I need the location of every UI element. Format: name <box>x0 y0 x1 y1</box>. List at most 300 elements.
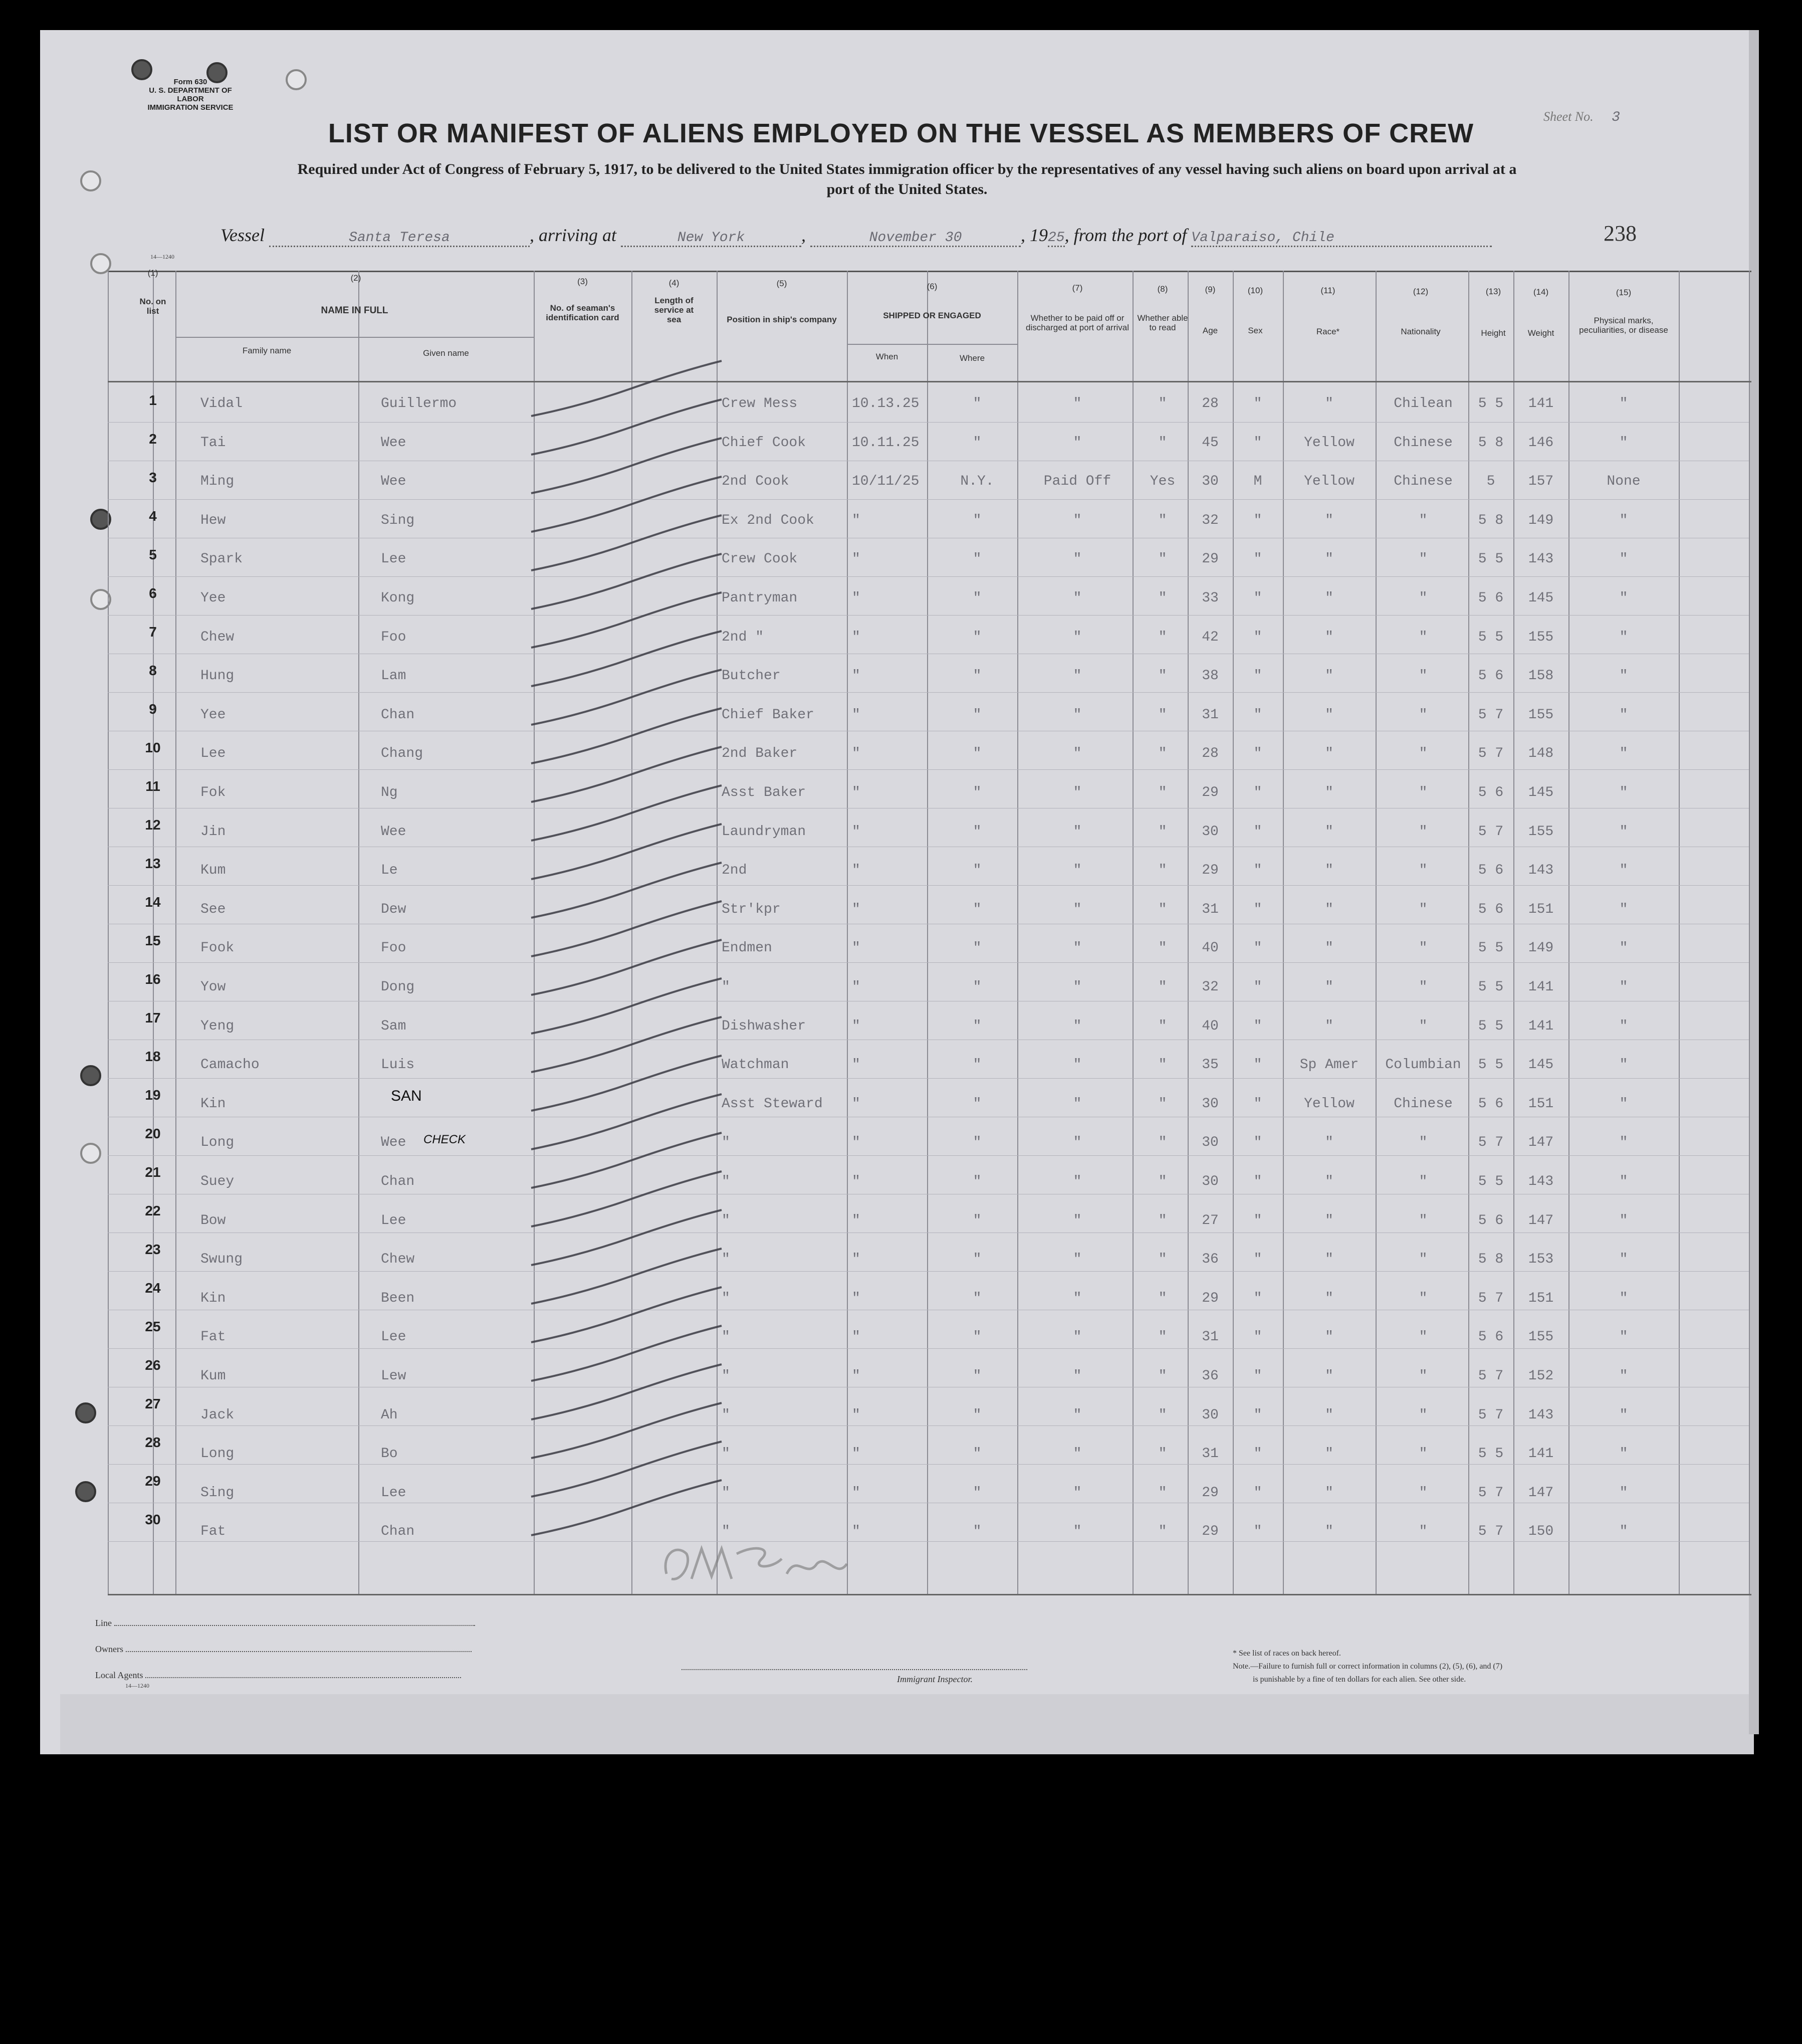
cell-given: Been <box>381 1291 415 1306</box>
cell-height: 5 6 <box>1478 863 1504 878</box>
cell-read: " <box>1158 1329 1167 1345</box>
cell-position: Dishwasher <box>722 1018 806 1034</box>
cell-weight: 147 <box>1528 1135 1554 1150</box>
cell-read: " <box>1158 1135 1167 1150</box>
cell-paid: " <box>1073 1329 1082 1345</box>
row-number: 2 <box>149 431 157 447</box>
col4-header: Length of service at sea <box>654 296 694 324</box>
cell-read: " <box>1158 590 1167 606</box>
underlying-sheet <box>60 1694 1754 1754</box>
cell-age: 28 <box>1202 396 1219 412</box>
cell-given: Chew <box>381 1252 415 1267</box>
cell-nationality: " <box>1419 940 1428 956</box>
cell-age: 27 <box>1202 1213 1219 1229</box>
col2-given-header: Given name <box>423 348 469 358</box>
cell-where: N.Y. <box>960 474 994 489</box>
cell-read: " <box>1158 707 1167 723</box>
cell-read: " <box>1158 1213 1167 1229</box>
cell-paid: " <box>1073 746 1082 761</box>
cell-position: Crew Mess <box>722 396 798 412</box>
col12-header: Nationality <box>1401 327 1441 336</box>
cell-position: Str'kpr <box>722 902 781 917</box>
cell-given: Kong <box>381 590 415 606</box>
cell-race: " <box>1325 590 1333 606</box>
cell-race: " <box>1325 1524 1333 1539</box>
cell-race: " <box>1325 979 1333 995</box>
cell-weight: 149 <box>1528 513 1554 528</box>
inspector-signature-line <box>682 1669 1027 1670</box>
cell-height: 5 5 <box>1478 940 1504 956</box>
cell-read: " <box>1158 551 1167 567</box>
note-label: Note. <box>1233 1662 1251 1671</box>
cell-read: " <box>1158 1018 1167 1034</box>
cell-race: " <box>1325 396 1333 412</box>
cell-where: " <box>973 1329 982 1345</box>
cell-age: 32 <box>1202 513 1219 528</box>
cell-position: " <box>722 1252 730 1267</box>
cell-nationality: " <box>1419 785 1428 800</box>
vessel-label: Vessel <box>220 225 265 245</box>
cell-height: 5 6 <box>1478 668 1504 684</box>
col6-number: (6) <box>927 282 938 291</box>
col1-number: (1) <box>147 268 158 278</box>
row-number: 17 <box>145 1010 161 1026</box>
cell-sex: " <box>1253 940 1262 956</box>
cell-nationality: " <box>1419 1407 1428 1423</box>
cell-when: " <box>852 668 860 684</box>
cell-height: 5 7 <box>1478 707 1504 723</box>
cell-read: " <box>1158 1524 1167 1539</box>
cell-race: " <box>1325 1329 1333 1345</box>
cell-read: " <box>1158 668 1167 684</box>
cell-age: 30 <box>1202 1135 1219 1150</box>
cell-when: " <box>852 1407 860 1423</box>
cell-family: Spark <box>200 551 243 567</box>
cell-race: " <box>1325 1213 1333 1229</box>
cell-race: " <box>1325 707 1333 723</box>
cell-height: 5 7 <box>1478 1524 1504 1539</box>
cell-sex: " <box>1253 1407 1262 1423</box>
cell-nationality: " <box>1419 1018 1428 1034</box>
cell-weight: 149 <box>1528 940 1554 956</box>
cell-height: 5 8 <box>1478 1252 1504 1267</box>
cell-where: " <box>973 902 982 917</box>
cell-height: 5 5 <box>1478 396 1504 412</box>
cell-when: " <box>852 1485 860 1501</box>
cell-when: " <box>852 1174 860 1189</box>
cell-race: " <box>1325 940 1333 956</box>
cell-family: Kin <box>200 1291 226 1306</box>
cell-position: " <box>722 1407 730 1423</box>
cell-sex: " <box>1253 1057 1262 1073</box>
cell-weight: 145 <box>1528 590 1554 606</box>
cell-height: 5 7 <box>1478 824 1504 840</box>
cell-race: " <box>1325 668 1333 684</box>
vessel-name: Santa Teresa <box>269 230 530 247</box>
cell-paid: " <box>1073 863 1082 878</box>
col11-header: Race* <box>1316 327 1340 336</box>
form-number: Form 630 <box>173 78 207 86</box>
cell-when: " <box>852 1446 860 1462</box>
cell-when: " <box>852 1329 860 1345</box>
cell-position: " <box>722 1446 730 1462</box>
cell-race: " <box>1325 1446 1333 1462</box>
cell-given: Lew <box>381 1368 406 1384</box>
cell-paid: " <box>1073 1174 1082 1189</box>
cell-race: " <box>1325 513 1333 528</box>
cell-paid: Paid Off <box>1043 474 1111 489</box>
row-number: 13 <box>145 856 161 871</box>
cell-height: 5 6 <box>1478 1096 1504 1112</box>
col6-when-header: When <box>875 352 898 361</box>
cell-sex: " <box>1253 630 1262 645</box>
cell-race: Sp Amer <box>1299 1057 1359 1073</box>
row-number: 22 <box>145 1203 161 1218</box>
cell-age: 35 <box>1202 1057 1219 1073</box>
cell-family: Yee <box>200 590 226 606</box>
cell-position: " <box>722 1174 730 1189</box>
cell-where: " <box>973 1057 982 1073</box>
cell-position: 2nd " <box>722 630 764 645</box>
cell-paid: " <box>1073 435 1082 451</box>
col11-number: (11) <box>1320 286 1335 295</box>
cell-position: " <box>722 1368 730 1384</box>
cell-marks: " <box>1619 1135 1628 1150</box>
cell-sex: " <box>1253 1213 1262 1229</box>
cell-nationality: Chinese <box>1394 435 1453 451</box>
cell-sex: " <box>1253 590 1262 606</box>
cell-when: " <box>852 863 860 878</box>
fine-note: is punishable by a fine of ten dollars for each alien. See other side. <box>1253 1675 1466 1684</box>
cell-height: 5 5 <box>1478 1057 1504 1073</box>
cell-height: 5 7 <box>1478 1291 1504 1306</box>
service-name: IMMIGRATION SERVICE <box>147 103 234 112</box>
vessel-line: Vessel Santa Teresa , arriving at New York , November 30 , 1925, from the port of Valparaiso, Chile <box>220 225 1674 250</box>
row-number: 27 <box>145 1396 161 1411</box>
col15-header: Physical marks, peculiarities, or disease <box>1579 316 1668 335</box>
cell-age: 30 <box>1202 1407 1219 1423</box>
page-title: LIST OR MANIFEST OF ALIENS EMPLOYED ON THE VESSEL AS MEMBERS OF CREW <box>328 118 1474 148</box>
form-code-top: 14—1240 <box>150 253 174 260</box>
cell-weight: 152 <box>1528 1368 1554 1384</box>
cell-paid: " <box>1073 396 1082 412</box>
col13-number: (13) <box>1485 287 1501 296</box>
sheet-value: 3 <box>1612 110 1620 125</box>
cell-paid: " <box>1073 1524 1082 1539</box>
cell-height: 5 <box>1486 474 1495 489</box>
cell-marks: " <box>1619 1291 1628 1306</box>
cell-race: " <box>1325 1018 1333 1034</box>
col5-header: Position in ship's company <box>727 315 837 324</box>
cell-given: Lee <box>381 551 406 567</box>
row-number: 12 <box>145 817 161 833</box>
cell-marks: " <box>1619 785 1628 800</box>
cell-sex: " <box>1253 707 1262 723</box>
cell-height: 5 7 <box>1478 1485 1504 1501</box>
cell-given: Lee <box>381 1213 406 1229</box>
cell-given: Wee <box>381 1135 406 1150</box>
cell-race: Yellow <box>1304 1096 1355 1112</box>
note-text: —Failure to furnish full or correct information in columns (2), (5), (6), and (7) <box>1250 1662 1503 1671</box>
cell-marks: " <box>1619 863 1628 878</box>
arriving-label: , arriving at <box>529 225 616 245</box>
cell-where: " <box>973 746 982 761</box>
cell-when: " <box>852 785 860 800</box>
cell-height: 5 6 <box>1478 785 1504 800</box>
cell-read: " <box>1158 1174 1167 1189</box>
cell-sex: " <box>1253 396 1262 412</box>
cell-nationality: " <box>1419 707 1428 723</box>
cell-marks: " <box>1619 1096 1628 1112</box>
cell-paid: " <box>1073 1446 1082 1462</box>
cell-given: Ah <box>381 1407 398 1423</box>
cell-paid: " <box>1073 1096 1082 1112</box>
cell-read: " <box>1158 1368 1167 1384</box>
cell-weight: 151 <box>1528 1291 1554 1306</box>
cell-where: " <box>973 396 982 412</box>
cell-position: Chief Baker <box>722 707 814 723</box>
failure-note <box>1233 1662 1502 1671</box>
cell-age: 29 <box>1202 863 1219 878</box>
cell-nationality: " <box>1419 1174 1428 1189</box>
cell-paid: " <box>1073 1213 1082 1229</box>
col7-number: (7) <box>1072 283 1083 293</box>
row-number: 28 <box>145 1435 161 1450</box>
line-blank <box>114 1625 475 1626</box>
cell-race: " <box>1325 1252 1333 1267</box>
cell-age: 29 <box>1202 785 1219 800</box>
cell-weight: 150 <box>1528 1524 1554 1539</box>
cell-marks: " <box>1619 1252 1628 1267</box>
cell-age: 29 <box>1202 1524 1219 1539</box>
cell-age: 31 <box>1202 1446 1219 1462</box>
cell-when: " <box>852 979 860 995</box>
cell-when: " <box>852 940 860 956</box>
cell-marks: " <box>1619 940 1628 956</box>
cell-height: 5 5 <box>1478 630 1504 645</box>
cell-when: " <box>852 1018 860 1034</box>
cell-age: 30 <box>1202 824 1219 840</box>
cell-marks: " <box>1619 1174 1628 1189</box>
col2-family-header: Family name <box>242 346 292 355</box>
cell-marks: " <box>1619 1446 1628 1462</box>
cell-paid: " <box>1073 940 1082 956</box>
cell-where: " <box>973 1485 982 1501</box>
cell-race: " <box>1325 1135 1333 1150</box>
cell-sex: M <box>1253 474 1262 489</box>
owners-label: Owners <box>95 1644 123 1654</box>
cell-read: " <box>1158 1407 1167 1423</box>
cell-paid: " <box>1073 1018 1082 1034</box>
inspector-signature <box>656 1534 867 1594</box>
cell-paid: " <box>1073 785 1082 800</box>
cell-sex: " <box>1253 1174 1262 1189</box>
cell-when: " <box>852 1524 860 1539</box>
cell-read: " <box>1158 1057 1167 1073</box>
cell-nationality: " <box>1419 1213 1428 1229</box>
cell-where: " <box>973 824 982 840</box>
cell-age: 36 <box>1202 1252 1219 1267</box>
cell-sex: " <box>1253 1524 1262 1539</box>
cell-when: " <box>852 551 860 567</box>
cell-read: " <box>1158 1096 1167 1112</box>
cell-given: Chan <box>381 1174 415 1189</box>
cell-given: Dong <box>381 979 415 995</box>
cell-age: 30 <box>1202 1096 1219 1112</box>
cell-family: Jack <box>200 1407 235 1423</box>
row-number: 10 <box>145 740 161 755</box>
cell-family: Fok <box>200 785 226 800</box>
cell-weight: 143 <box>1528 1174 1554 1189</box>
cell-when: " <box>852 824 860 840</box>
handwritten-given-name: SAN <box>391 1088 422 1104</box>
cell-sex: " <box>1253 1252 1262 1267</box>
cell-nationality: " <box>1419 824 1428 840</box>
cell-where: " <box>973 1407 982 1423</box>
form-code-bottom: 14—1240 <box>125 1682 149 1689</box>
row-number: 18 <box>145 1049 161 1064</box>
cell-sex: " <box>1253 1485 1262 1501</box>
department-name: U. S. DEPARTMENT OF LABOR <box>149 86 232 103</box>
cell-race: " <box>1325 1368 1333 1384</box>
cell-given: Dew <box>381 902 406 917</box>
cell-given: Wee <box>381 474 406 489</box>
cell-family: Suey <box>200 1174 235 1189</box>
cell-family: Bow <box>200 1213 226 1229</box>
row-number: 9 <box>149 701 157 717</box>
cell-read: " <box>1158 785 1167 800</box>
cell-given: Guillermo <box>381 396 457 412</box>
cell-height: 5 5 <box>1478 1446 1504 1462</box>
cell-sex: " <box>1253 1368 1262 1384</box>
cell-family: Swung <box>200 1252 243 1267</box>
cell-weight: 143 <box>1528 551 1554 567</box>
cell-marks: " <box>1619 824 1628 840</box>
page-number: 238 <box>1604 221 1637 246</box>
cell-weight: 155 <box>1528 707 1554 723</box>
sheet-label: Sheet No. <box>1543 109 1594 124</box>
handwritten-check-note: CHECK <box>423 1133 466 1146</box>
cell-sex: " <box>1253 1135 1262 1150</box>
cell-position: Watchman <box>722 1057 789 1073</box>
cell-nationality: " <box>1419 902 1428 917</box>
cell-family: Kum <box>200 863 226 878</box>
cell-nationality: " <box>1419 1329 1428 1345</box>
cell-given: Sam <box>381 1018 406 1034</box>
row-number: 15 <box>145 933 161 948</box>
cell-age: 30 <box>1202 1174 1219 1189</box>
cell-paid: " <box>1073 1485 1082 1501</box>
cell-sex: " <box>1253 746 1262 761</box>
cell-paid: " <box>1073 551 1082 567</box>
cell-where: " <box>973 551 982 567</box>
cell-height: 5 6 <box>1478 590 1504 606</box>
row-number: 8 <box>149 663 157 678</box>
cell-paid: " <box>1073 1291 1082 1306</box>
cell-family: Hung <box>200 668 235 684</box>
col9-number: (9) <box>1205 285 1216 294</box>
row-number: 14 <box>145 894 161 910</box>
cell-age: 33 <box>1202 590 1219 606</box>
cell-weight: 147 <box>1528 1213 1554 1229</box>
cell-paid: " <box>1073 590 1082 606</box>
cell-where: " <box>973 513 982 528</box>
cell-sex: " <box>1253 824 1262 840</box>
cell-race: " <box>1325 1407 1333 1423</box>
cell-position: Pantryman <box>722 590 798 606</box>
cell-height: 5 7 <box>1478 746 1504 761</box>
cell-nationality: Columbian <box>1385 1057 1461 1073</box>
row-number: 24 <box>145 1280 161 1296</box>
cell-nationality: " <box>1419 1368 1428 1384</box>
cell-given: Foo <box>381 940 406 956</box>
cell-position: Endmen <box>722 940 772 956</box>
cell-read: " <box>1158 630 1167 645</box>
cell-sex: " <box>1253 513 1262 528</box>
cell-given: Lee <box>381 1329 406 1345</box>
cell-sex: " <box>1253 1018 1262 1034</box>
cell-sex: " <box>1253 1446 1262 1462</box>
col2-number: (2) <box>350 273 361 283</box>
cell-read: " <box>1158 1446 1167 1462</box>
cell-family: Camacho <box>200 1057 260 1073</box>
cell-nationality: Chinese <box>1394 1096 1453 1112</box>
cell-where: " <box>973 590 982 606</box>
col3-header: No. of seaman's identification card <box>546 303 619 322</box>
row-number: 16 <box>145 971 161 987</box>
cell-family: Kum <box>200 1368 226 1384</box>
cell-race: " <box>1325 824 1333 840</box>
cell-marks: " <box>1619 1329 1628 1345</box>
cell-read: " <box>1158 1485 1167 1501</box>
arrival-year: 25 <box>1048 230 1065 247</box>
cell-age: 28 <box>1202 746 1219 761</box>
cell-race: Yellow <box>1304 435 1355 451</box>
cell-marks: " <box>1619 513 1628 528</box>
cell-family: Long <box>200 1135 235 1150</box>
cell-weight: 141 <box>1528 1446 1554 1462</box>
cell-race: " <box>1325 902 1333 917</box>
cell-where: " <box>973 863 982 878</box>
cell-weight: 157 <box>1528 474 1554 489</box>
subtitle-line-2: port of the United States. <box>826 181 988 197</box>
cell-marks: " <box>1619 1213 1628 1229</box>
cell-family: Tai <box>200 435 226 451</box>
line-label: Line <box>95 1618 112 1628</box>
cell-height: 5 8 <box>1478 513 1504 528</box>
cell-where: " <box>973 1174 982 1189</box>
cell-marks: " <box>1619 668 1628 684</box>
cell-where: " <box>973 940 982 956</box>
cell-family: Vidal <box>200 396 243 412</box>
cell-paid: " <box>1073 979 1082 995</box>
cell-age: 36 <box>1202 1368 1219 1384</box>
cell-position: 2nd <box>722 863 747 878</box>
cell-read: " <box>1158 396 1167 412</box>
row-number: 29 <box>145 1473 161 1489</box>
col8-header: Whether able to read <box>1137 313 1188 332</box>
cell-position: 2nd Cook <box>722 474 789 489</box>
cell-given: Bo <box>381 1446 398 1462</box>
cell-nationality: " <box>1419 1485 1428 1501</box>
cell-paid: " <box>1073 707 1082 723</box>
pencil-stroke <box>531 1480 722 1535</box>
row-number: 19 <box>145 1087 161 1103</box>
cell-when: " <box>852 902 860 917</box>
cell-when: " <box>852 1135 860 1150</box>
cell-when: 10.11.25 <box>852 435 920 451</box>
cell-given: Luis <box>381 1057 415 1073</box>
